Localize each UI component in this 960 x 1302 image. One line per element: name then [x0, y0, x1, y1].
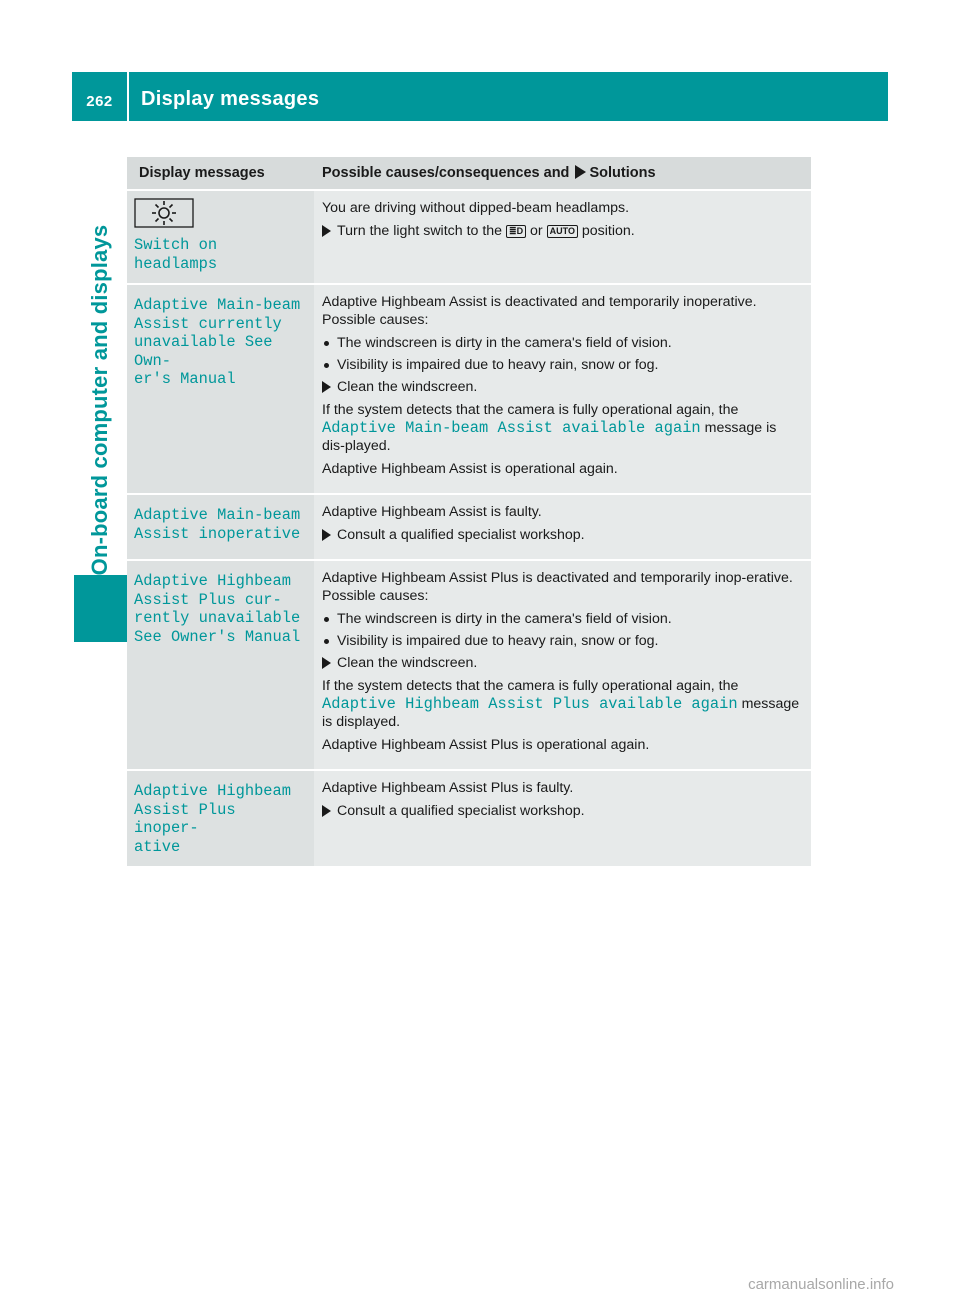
display-message-text: Adaptive Highbeam Assist Plus inoper‐ ative [134, 782, 292, 856]
page-title: Display messages [141, 88, 320, 110]
action-step-text: Consult a qualified specialist workshop. [337, 527, 585, 543]
column-header-messages: Display messages [127, 157, 314, 189]
cause-bullet [322, 356, 803, 374]
cause-text: Visibility is impaired due to heavy rain, snow or fog. [337, 357, 659, 373]
display-message-text: Adaptive Highbeam Assist Plus cur‐ rently unavailable See Owner's Manual [134, 572, 301, 646]
bullet-icon [324, 341, 329, 346]
table-row [127, 285, 811, 493]
message-cell [127, 495, 314, 559]
display-message-inline: Adaptive Main-beam Assist available again [322, 419, 701, 437]
message-cell [127, 191, 314, 283]
action-arrow-icon [322, 225, 331, 237]
auto-light-symbol-icon: AUTO [547, 225, 578, 238]
step-text-part: position. [581, 223, 635, 239]
action-arrow-icon [575, 165, 586, 179]
action-arrow-icon [322, 529, 331, 541]
result-text [322, 401, 803, 455]
description-text: Adaptive Highbeam Assist Plus is faulty. [322, 780, 574, 796]
display-message-text: Adaptive Main-beam Assist inoperative [134, 506, 301, 543]
action-step-text [337, 222, 635, 240]
table-row [127, 771, 811, 866]
cause-bullet [322, 632, 803, 650]
result-text [322, 677, 803, 731]
watermark-text: carmanualsonline.info [748, 1276, 894, 1293]
action-step-text: Clean the windscreen. [337, 655, 478, 671]
cause-bullet [322, 610, 803, 628]
result-text-part: message is displayed. [322, 696, 800, 730]
action-step-text: Clean the windscreen. [337, 379, 478, 395]
result-text-part: If the system detects that the camera is fully operational again, the [322, 678, 739, 694]
status-text: Adaptive Highbeam Assist is operational again. [322, 461, 618, 477]
page-number: 262 [86, 93, 113, 110]
status-text: Adaptive Highbeam Assist Plus is operational again. [322, 737, 650, 753]
display-message-text: Adaptive Main-beam Assist currently unavailable See Own‐ er's Manual [134, 296, 301, 388]
solution-cell [314, 771, 811, 866]
message-cell [127, 561, 314, 769]
result-text-part: If the system detects that the camera is fully operational again, the [322, 402, 739, 418]
solution-cell [314, 285, 811, 493]
description-text: Adaptive Highbeam Assist Plus is deactivated and temporarily inop-erative. Possible causes: [322, 570, 793, 604]
action-arrow-icon [322, 657, 331, 669]
action-step-text: Consult a qualified specialist workshop. [337, 803, 585, 819]
step-text-part: Turn the light switch to the [337, 223, 503, 239]
bullet-icon [324, 639, 329, 644]
page-header [72, 72, 888, 121]
headlamp-warning-icon [134, 198, 194, 232]
column-header-solutions-label: Solutions [589, 165, 656, 181]
description-text: You are driving without dipped-beam headlamps. [322, 200, 630, 216]
result-text-part: message is dis-played. [322, 420, 777, 454]
display-message-inline: Adaptive Highbeam Assist Plus available again [322, 695, 738, 713]
cause-bullet [322, 334, 803, 352]
action-step [322, 802, 803, 820]
table-header-row [127, 157, 811, 189]
action-step [322, 222, 803, 240]
cause-text: The windscreen is dirty in the camera's field of vision. [337, 611, 672, 627]
header-divider [127, 72, 129, 121]
description-text: Adaptive Highbeam Assist is deactivated and temporarily inoperative. Possible causes: [322, 294, 757, 328]
action-step [322, 378, 803, 396]
column-header-solutions-text: Possible causes/consequences and [322, 165, 570, 181]
section-tab-marker [74, 575, 128, 642]
solution-cell [314, 191, 811, 283]
action-step [322, 526, 803, 544]
message-cell [127, 771, 314, 866]
section-side-label: On-board computer and displays [87, 224, 112, 576]
cause-text: The windscreen is dirty in the camera's field of vision. [337, 335, 672, 351]
action-arrow-icon [322, 805, 331, 817]
solution-cell [314, 495, 811, 559]
cause-text: Visibility is impaired due to heavy rain, snow or fog. [337, 633, 659, 649]
display-message-text: Switch on headlamps [134, 236, 218, 273]
table-row [127, 191, 811, 283]
solution-cell [314, 561, 811, 769]
bullet-icon [324, 363, 329, 368]
display-messages-table [127, 155, 811, 868]
column-header-solutions [314, 157, 811, 189]
bullet-icon [324, 617, 329, 622]
dipped-beam-symbol-icon: ≣D [506, 225, 526, 238]
table-row [127, 495, 811, 559]
description-text: Adaptive Highbeam Assist is faulty. [322, 504, 542, 520]
action-arrow-icon [322, 381, 331, 393]
message-cell [127, 285, 314, 493]
table-row [127, 561, 811, 769]
step-text-part: or [530, 223, 543, 239]
action-step [322, 654, 803, 672]
